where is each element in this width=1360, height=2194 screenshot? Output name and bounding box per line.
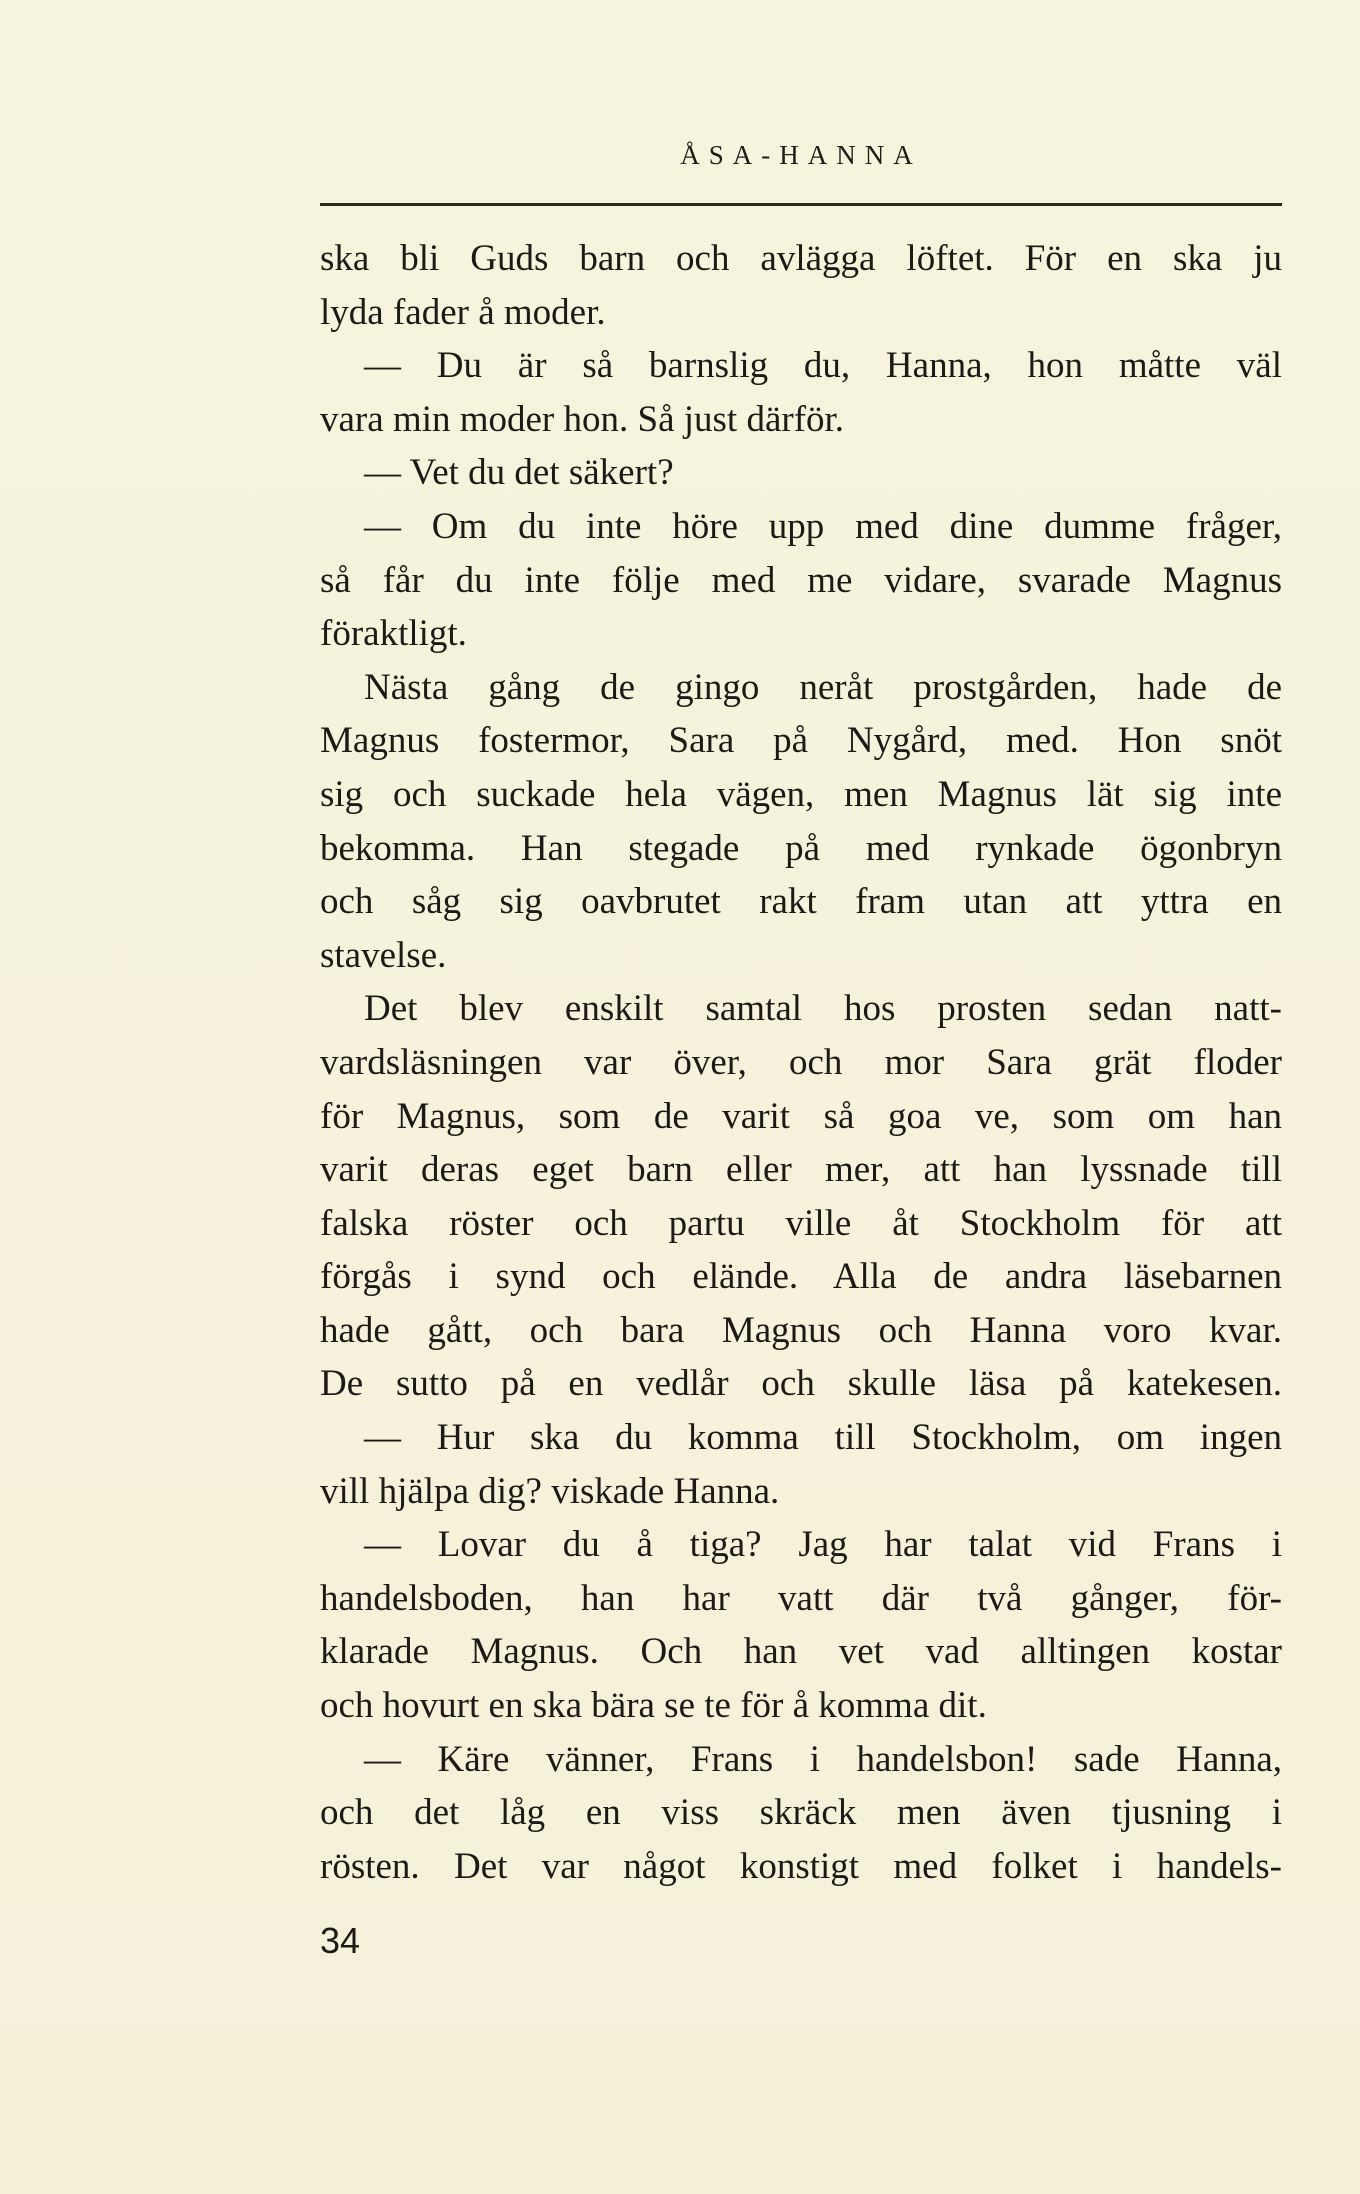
text-line: — Du är så barnslig du, Hanna, hon måtte väl [364, 345, 1282, 387]
text-line: Magnus fostermor, Sara på Nygård, med. Hon snöt [320, 720, 1282, 762]
text-line: för Magnus, som de varit så goa ve, som om han [320, 1095, 1282, 1137]
text-line: — Hur ska du komma till Stockholm, om ingen [364, 1417, 1282, 1459]
text-line: falska röster och partu ville åt Stockholm för att [320, 1202, 1282, 1244]
text-line: sig och suckade hela vägen, men Magnus lät sig inte [320, 773, 1282, 815]
text-line: rösten. Det var något konstigt med folket i handels- [320, 1845, 1282, 1887]
text-line: varit deras eget barn eller mer, att han lyssnade till [320, 1149, 1282, 1191]
text-line: — Käre vänner, Frans i handelsbon! sade Hanna, [364, 1738, 1282, 1780]
text-line: och hovurt en ska bära se te för å komma dit. [320, 1685, 987, 1727]
text-line: och det låg en viss skräck men även tjusning i [320, 1792, 1282, 1834]
text-line: vardsläsningen var över, och mor Sara grät floder [320, 1041, 1282, 1083]
text-line: vill hjälpa dig? viskade Hanna. [320, 1470, 780, 1512]
text-line: stavelse. [320, 934, 447, 976]
header-rule [320, 203, 1282, 206]
text-line: klarade Magnus. Och han vet vad alltingen kostar [320, 1631, 1282, 1673]
running-head: ÅSA-HANNA [680, 140, 922, 170]
text-line: De sutto på en vedlår och skulle läsa på katekesen. [320, 1363, 1282, 1405]
text-line: — Lovar du å tiga? Jag har talat vid Frans i [364, 1524, 1282, 1566]
text-line: — Om du inte höre upp med dine dumme fråger, [364, 505, 1282, 547]
text-line: föraktligt. [320, 613, 467, 655]
text-line: — Vet du det säkert? [364, 452, 674, 494]
page-number: 34 [320, 1920, 361, 1961]
text-line: hade gått, och bara Magnus och Hanna voro kvar. [320, 1309, 1282, 1351]
text-line: Det blev enskilt samtal hos prosten sedan natt- [364, 988, 1282, 1030]
text-line: ska bli Guds barn och avlägga löftet. För en ska ju [320, 238, 1282, 279]
text-line: lyda fader å moder. [320, 291, 606, 333]
text-line: handelsboden, han har vatt där två gånger, för- [320, 1577, 1282, 1619]
text-line: och såg sig oavbrutet rakt fram utan att yttra en [320, 881, 1282, 923]
text-line: Nästa gång de gingo neråt prostgården, hade de [364, 666, 1282, 708]
text-line: bekomma. Han stegade på med rynkade ögonbryn [320, 827, 1282, 869]
body-text [320, 232, 1282, 1893]
text-line: förgås i synd och elände. Alla de andra läsebarnen [320, 1256, 1282, 1298]
text-line: så får du inte följe med me vidare, svarade Magnus [320, 559, 1282, 601]
text-line: vara min moder hon. Så just därför. [320, 398, 845, 440]
